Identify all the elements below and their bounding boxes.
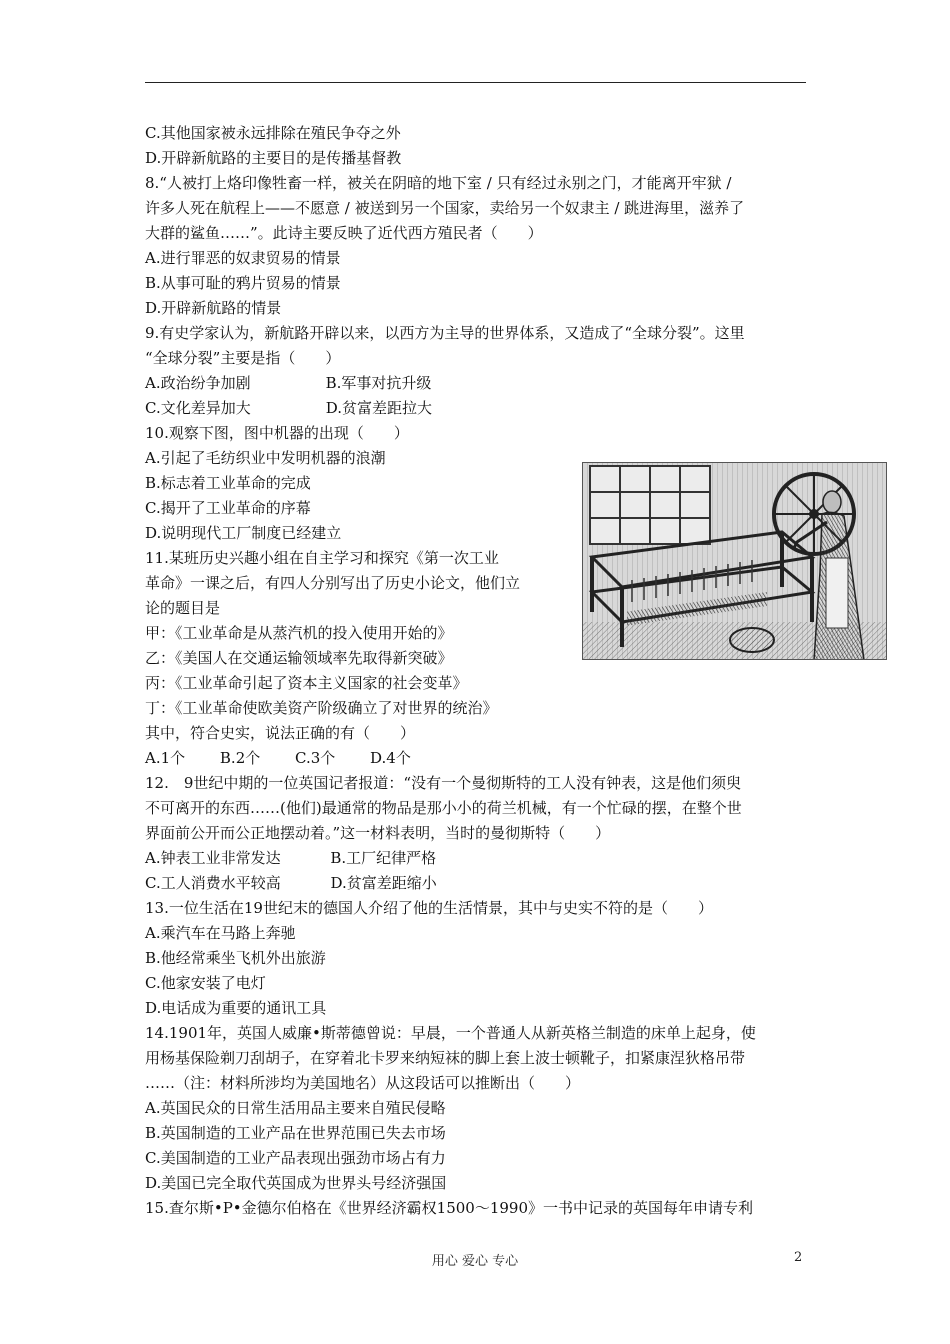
- text-line: B.英国制造的工业产品在世界范围已失去市场: [145, 1124, 446, 1142]
- text-line: A.引起了毛纺织业中发明机器的浪潮: [145, 449, 386, 467]
- text-line: D.开辟新航路的主要目的是传播基督教: [145, 149, 402, 167]
- text-line: 革命》一课之后，有四人分别写出了历史小论文，他们立: [145, 574, 521, 592]
- text-line: C.他家安装了电灯: [145, 974, 266, 992]
- text-line: C.工人消费水平较高 D.贫富差距缩小: [145, 874, 437, 892]
- text-line: 丙：《工业革命引起了资本主义国家的社会变革》: [145, 674, 468, 692]
- text-line: D.美国已完全取代英国成为世界头号经济强国: [145, 1174, 447, 1192]
- text-line: “全球分裂”主要是指（ ）: [145, 349, 341, 367]
- text-line: A.乘汽车在马路上奔驰: [145, 924, 296, 942]
- text-line: 14.1901年，英国人威廉•斯蒂德曾说：早晨，一个普通人从新英格兰制造的床单上起身，使: [145, 1024, 756, 1042]
- text-line: 用杨基保险剃刀刮胡子，在穿着北卡罗来纳短袜的脚上套上波士顿靴子，扣紧康涅狄格吊带: [145, 1049, 746, 1067]
- text-line: 丁：《工业革命使欧美资产阶级确立了对世界的统治》: [145, 699, 498, 717]
- text-line: C.文化差异加大 D.贫富差距拉大: [145, 399, 432, 417]
- page-number: 2: [794, 1250, 803, 1265]
- text-line: D.说明现代工厂制度已经建立: [145, 524, 342, 542]
- text-line: 许多人死在航程上——不愿意 / 被送到另一个国家，卖给另一个奴隶主 / 跳进海里，滋养了: [145, 199, 745, 217]
- text-line: 乙：《美国人在交通运输领域率先取得新突破》: [145, 649, 453, 667]
- header-rule: [145, 82, 806, 83]
- text-line: B.他经常乘坐飞机外出旅游: [145, 949, 326, 967]
- text-line: C.其他国家被永远排除在殖民争夺之外: [145, 124, 401, 142]
- text-line: 界面前公开而公正地摆动着。”这一材料表明，当时的曼彻斯特（ ）: [145, 824, 611, 842]
- text-line: A.钟表工业非常发达 B.工厂纪律严格: [145, 849, 437, 867]
- text-line: A.进行罪恶的奴隶贸易的情景: [145, 249, 341, 267]
- text-line: A.1个 B.2个 C.3个 D.4个: [145, 749, 411, 767]
- spinning-jenny-illustration: [582, 462, 887, 660]
- text-line: 其中，符合史实，说法正确的有（ ）: [145, 724, 416, 742]
- text-line: A.政治纷争加剧 B.军事对抗升级: [145, 374, 432, 392]
- text-line: D.电话成为重要的通讯工具: [145, 999, 327, 1017]
- footer-slogan: 用心 爱心 专心: [431, 1254, 519, 1269]
- text-line: B.从事可耻的鸦片贸易的情景: [145, 274, 341, 292]
- text-line: 8.“人被打上烙印像牲畜一样，被关在阴暗的地下室 / 只有经过永别之门，才能离开牢狱 /: [145, 174, 732, 192]
- document-body: [145, 121, 810, 1221]
- spinning-jenny-icon: [582, 462, 887, 660]
- text-line: 13.一位生活在19世纪末的德国人介绍了他的生活情景，其中与史实不符的是（ ）: [145, 899, 713, 917]
- text-line: 10.观察下图，图中机器的出现（ ）: [145, 424, 409, 442]
- text-line: 15.查尔斯•P•金德尔伯格在《世界经济霸权1500～1990》一书中记录的英国每年申请专利: [145, 1199, 753, 1217]
- text-line: 11.某班历史兴趣小组在自主学习和探究《第一次工业: [145, 549, 499, 567]
- text-line: C.美国制造的工业产品表现出强劲市场占有力: [145, 1149, 446, 1167]
- text-line: 大群的鲨鱼……”。此诗主要反映了近代西方殖民者（ ）: [145, 224, 543, 242]
- text-line: D.开辟新航路的情景: [145, 299, 282, 317]
- text-line: B.标志着工业革命的完成: [145, 474, 311, 492]
- text-line: ……（注：材料所涉均为美国地名）从这段话可以推断出（ ）: [145, 1074, 581, 1092]
- text-line: C.揭开了工业革命的序幕: [145, 499, 311, 517]
- text-line: 12. 9世纪中期的一位英国记者报道：“没有一个曼彻斯特的工人没有钟表，这是他们须臾: [145, 774, 742, 792]
- text-line: 甲：《工业革命是从蒸汽机的投入使用开始的》: [145, 624, 453, 642]
- text-line: 9.有史学家认为，新航路开辟以来，以西方为主导的世界体系，又造成了“全球分裂”。这里: [145, 324, 745, 342]
- text-line: A.英国民众的日常生活用品主要来自殖民侵略: [145, 1099, 446, 1117]
- text-line: 论的题目是: [145, 599, 221, 617]
- text-line: 不可离开的东西……(他们)最通常的物品是那小小的荷兰机械，有一个忙碌的摆，在整个世: [145, 799, 742, 817]
